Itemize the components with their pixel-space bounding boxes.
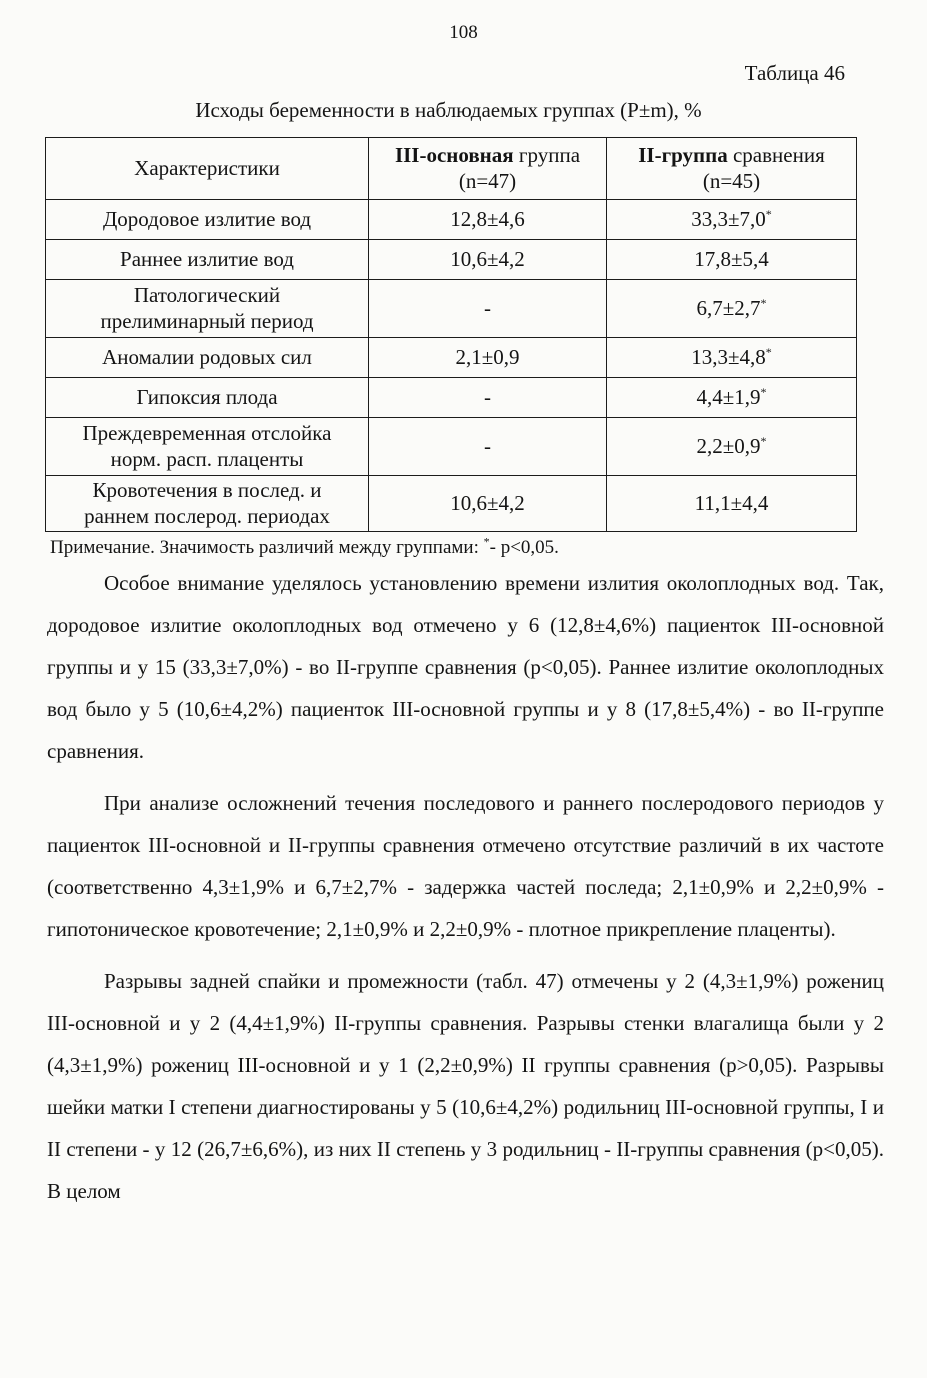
- row-label-line: Раннее излитие вод: [120, 246, 294, 271]
- header-group-3-name: III-основная: [394, 143, 514, 168]
- table-title: Исходы беременности в наблюдаемых группах (P±m), %: [195, 98, 702, 122]
- header-group-2-suffix: сравнения: [727, 143, 825, 168]
- row-label: [46, 338, 369, 378]
- group-2-cell: [607, 280, 857, 338]
- page-number: 108: [449, 22, 478, 43]
- table-header-row: [46, 138, 857, 200]
- row-label-line: норм. расп. плаценты: [110, 446, 304, 471]
- header-group-2: [607, 138, 857, 200]
- row-label: [46, 378, 369, 418]
- row-label-line: Аномалии родовых сил: [102, 344, 312, 369]
- group-3-value: 2,1±0,9: [369, 338, 607, 378]
- group-3-value: 10,6±4,2: [369, 240, 607, 280]
- note-text: Примечание. Значимость различий между группами:: [50, 537, 484, 558]
- row-label-line: Кровотечения в послед. и: [92, 478, 322, 503]
- table-row: [46, 280, 857, 338]
- group-2-cell: [607, 378, 857, 418]
- paragraph-2: При анализе осложнений течения последового и раннего послеродового периодов у пациенток III-основной и II-группы сравнения отмечено отсутствие различий в их частоте (соответственно 4,3±1,9% и 6,7±2,7% - задержка частей последа; 2,1±0,9% и 2,2±0,9% - гипотоническое кровотечение; 2,1±0,9% и 2,2±0,9% - плотное прикрепление плаценты).: [47, 791, 884, 941]
- header-group-3-suffix: группа: [513, 143, 581, 168]
- row-label-line: Патологический: [133, 283, 281, 308]
- row-label-line: Гипоксия плода: [136, 384, 278, 409]
- row-label-line: прелиминарный период: [100, 308, 314, 333]
- header-group-3-n: (n=47): [458, 168, 517, 193]
- header-group-3: [369, 138, 607, 200]
- row-label-line: Дородовое излитие вод: [102, 206, 312, 231]
- significance-mark: *: [760, 433, 767, 448]
- group-2-value: 13,3±4,8: [691, 344, 766, 369]
- table-row: [46, 240, 857, 280]
- header-group-2-n: (n=45): [702, 168, 761, 193]
- note-threshold: - p<0,05.: [489, 537, 559, 558]
- table-label: Таблица 46: [744, 61, 845, 85]
- group-2-value: 4,4±1,9: [696, 384, 761, 409]
- group-2-cell: [607, 240, 857, 280]
- row-label: [46, 418, 369, 476]
- table-row: [46, 418, 857, 476]
- outcomes-table: [45, 137, 857, 532]
- header-characteristics: Характеристики: [46, 138, 369, 200]
- group-3-value: -: [369, 378, 607, 418]
- group-3-value: 12,8±4,6: [369, 200, 607, 240]
- table-row: [46, 378, 857, 418]
- group-2-value: 17,8±5,4: [694, 246, 769, 271]
- row-label-line: Преждевременная отслойка: [82, 421, 332, 446]
- significance-mark: *: [765, 206, 772, 221]
- table-row: [46, 338, 857, 378]
- significance-mark: *: [760, 295, 767, 310]
- group-3-value: -: [369, 418, 607, 476]
- group-3-value: -: [369, 280, 607, 338]
- header-group-2-name: II-группа: [638, 143, 728, 168]
- table-row: [46, 476, 857, 532]
- group-2-cell: [607, 418, 857, 476]
- group-2-value: 6,7±2,7: [696, 295, 761, 320]
- group-2-value: 2,2±0,9: [696, 433, 761, 458]
- row-label-line: раннем послерод. периодах: [84, 503, 330, 528]
- group-2-value: 11,1±4,4: [694, 490, 769, 515]
- note-significance-mark: *: [483, 534, 490, 549]
- group-3-value: 10,6±4,2: [369, 476, 607, 532]
- group-2-cell: [607, 476, 857, 532]
- row-label: [46, 240, 369, 280]
- paragraph-1: Особое внимание уделялось установлению времени излития околоплодных вод. Так, дородовое излитие околоплодных вод отмечено у 6 (12,8±4,6%) пациенток III-основной группы и у 15 (33,3±7,0%) - во II-группе сравнения (p<0,05). Раннее излитие околоплодных вод было у 5 (10,6±4,2%) пациенток III-основной группы и у 8 (17,8±5,4%) - во II-группе сравнения.: [47, 571, 884, 763]
- significance-mark: *: [760, 384, 767, 399]
- table-row: [46, 200, 857, 240]
- group-2-cell: [607, 338, 857, 378]
- table-body: [46, 200, 857, 532]
- group-2-value: 33,3±7,0: [691, 206, 766, 231]
- row-label: [46, 200, 369, 240]
- significance-mark: *: [765, 344, 772, 359]
- row-label: [46, 476, 369, 532]
- body-text: [47, 562, 884, 1212]
- group-2-cell: [607, 200, 857, 240]
- table-note: [50, 534, 559, 559]
- paragraph-3: Разрывы задней спайки и промежности (табл. 47) отмечены у 2 (4,3±1,9%) рожениц III-основной и у 2 (4,4±1,9%) II-группы сравнения. Разрывы стенки влагалища были у 2 (4,3±1,9%) рожениц III-основной и у 1 (2,2±0,9%) II группы сравнения (p>0,05). Разрывы шейки матки I степени диагностированы у 5 (10,6±4,2%) родильниц III-основной группы, I и II степени - у 12 (26,7±6,6%), из них II степень у 3 родильниц - II-группы сравнения (p<0,05). В целом: [47, 969, 884, 1203]
- row-label: [46, 280, 369, 338]
